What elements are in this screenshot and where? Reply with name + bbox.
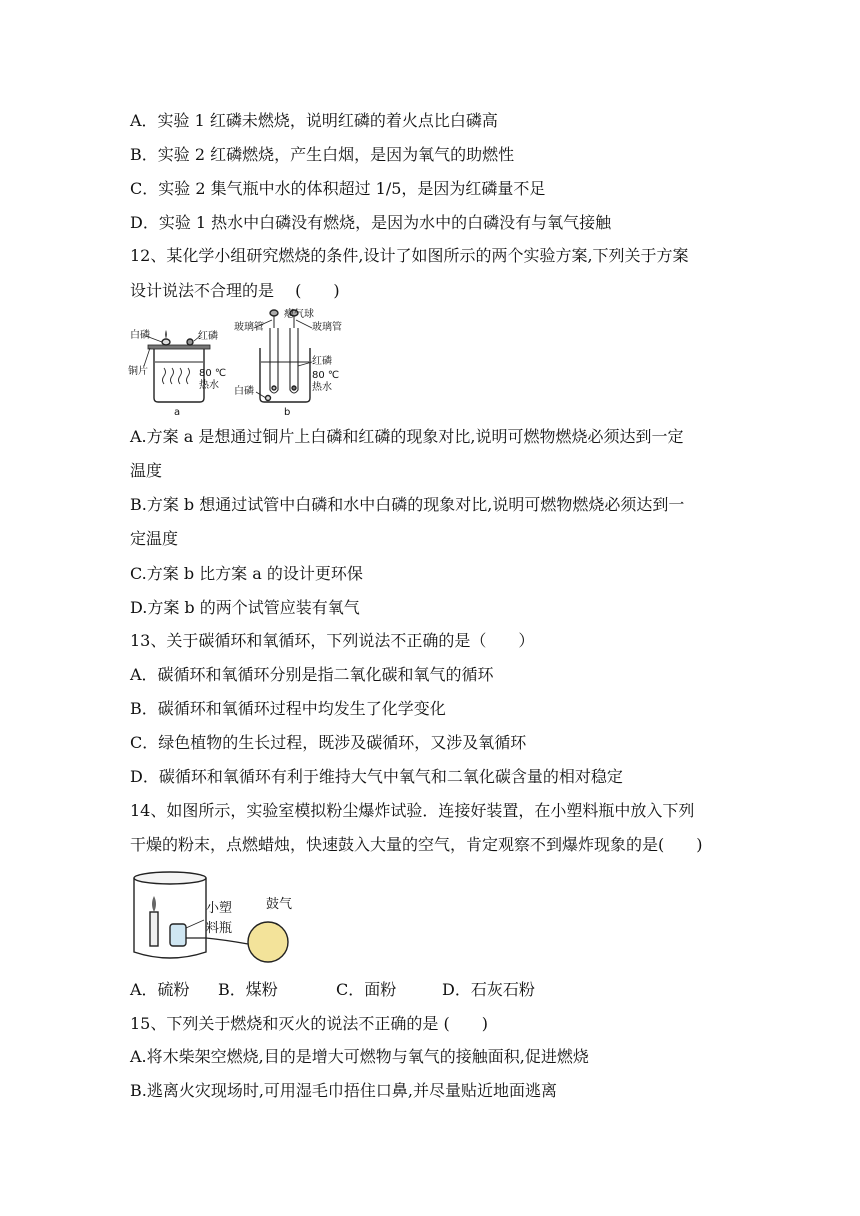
q11-option-a: A．实验 1 红磷未燃烧，说明红磷的着火点比白磷高	[130, 111, 498, 130]
label-b-deflated-balloon: 瘪气球	[284, 309, 314, 320]
q12-option-a-line2: 温度	[130, 461, 163, 480]
label-b-white-phosphorus: 白磷	[234, 386, 254, 397]
q12-figure-svg	[128, 306, 358, 418]
q13-option-a: A．碳循环和氧循环分别是指二氧化碳和氧气的循环	[130, 665, 494, 684]
q12-option-b-line2: 定温度	[130, 529, 179, 548]
q14-option-a: A．硫粉	[130, 980, 190, 999]
q13-option-d: D．碳循环和氧循环有利于维持大气中氧气和二氧化碳含量的相对稳定	[130, 767, 623, 786]
q15-stem: 15、下列关于燃烧和灭火的说法不正确的是 ( )	[130, 1014, 488, 1033]
q12-option-d: D.方案 b 的两个试管应装有氧气	[130, 598, 360, 617]
q12-option-c: C.方案 b 比方案 a 的设计更环保	[130, 564, 363, 583]
label-blow-air: 鼓气	[266, 897, 293, 912]
label-small-bottle-line2: 料瓶	[206, 921, 233, 936]
label-a-white-phosphorus: 白磷	[130, 330, 150, 341]
q13-stem: 13、关于碳循环和氧循环，下列说法不正确的是（ ）	[130, 631, 535, 650]
q11-option-c: C．实验 2 集气瓶中水的体积超过 1/5，是因为红磷量不足	[130, 179, 546, 198]
q12-stem-line2: 设计说法不合理的是 ( )	[130, 281, 340, 300]
q14-option-b: B．煤粉	[218, 980, 278, 999]
q14-stem-line1: 14、如图所示，实验室模拟粉尘爆炸试验．连接好装置，在小塑料瓶中放入下列	[130, 801, 695, 820]
q12-experiment-figure	[128, 306, 358, 418]
label-b-glass-tube-right: 玻璃管	[312, 322, 342, 333]
label-a-hot-water: 热水	[199, 380, 219, 391]
caption-a: a	[174, 407, 181, 418]
label-small-bottle-line1: 小塑	[206, 901, 233, 916]
q14-options	[130, 979, 740, 1001]
q12-stem-line1: 12、某化学小组研究燃烧的条件,设计了如图所示的两个实验方案,下列关于方案	[130, 246, 689, 265]
q14-option-d: D．石灰石粉	[442, 980, 535, 999]
q15-option-a: A.将木柴架空燃烧,目的是增大可燃物与氧气的接触面积,促进燃烧	[130, 1047, 589, 1066]
label-a-temperature: 80 ℃	[199, 368, 227, 379]
q15-option-b: B.逃离火灾现场时,可用湿毛巾捂住口鼻,并尽量贴近地面逃离	[130, 1081, 558, 1100]
q14-figure-svg	[130, 868, 310, 968]
q13-option-b: B．碳循环和氧循环过程中均发生了化学变化	[130, 699, 446, 718]
label-b-glass-tube-left: 玻璃管	[234, 322, 264, 333]
label-a-copper-sheet: 铜片	[128, 366, 148, 377]
q11-option-d: D．实验 1 热水中白磷没有燃烧，是因为水中的白磷没有与氧气接触	[130, 213, 612, 232]
q14-dust-explosion-figure	[130, 868, 310, 968]
air-bulb	[248, 922, 288, 962]
caption-b: b	[284, 407, 291, 418]
label-b-hot-water: 热水	[312, 382, 332, 393]
q14-stem-line2: 干燥的粉末，点燃蜡烛，快速鼓入大量的空气，肯定观察不到爆炸现象的是( )	[130, 835, 703, 854]
flame	[152, 896, 156, 912]
q12-option-b-line1: B.方案 b 想通过试管中白磷和水中白磷的现象对比,说明可燃物燃烧必须达到一	[130, 495, 685, 514]
q11-option-b: B．实验 2 红磷燃烧，产生白烟，是因为氧气的助燃性	[130, 145, 515, 164]
q14-option-c: C．面粉	[336, 980, 397, 999]
q12-option-a-line1: A.方案 a 是想通过铜片上白磷和红磷的现象对比,说明可燃物燃烧必须达到一定	[130, 427, 684, 446]
q13-option-c: C．绿色植物的生长过程，既涉及碳循环，又涉及氧循环	[130, 733, 527, 752]
label-a-red-phosphorus: 红磷	[198, 331, 218, 342]
small-plastic-bottle	[170, 924, 186, 946]
candle	[150, 912, 158, 946]
cylinder-body	[134, 878, 206, 958]
label-b-temperature: 80 ℃	[312, 370, 340, 381]
cylinder-top	[134, 872, 206, 884]
air-tube	[186, 938, 248, 944]
label-b-red-phosphorus: 红磷	[312, 356, 332, 367]
